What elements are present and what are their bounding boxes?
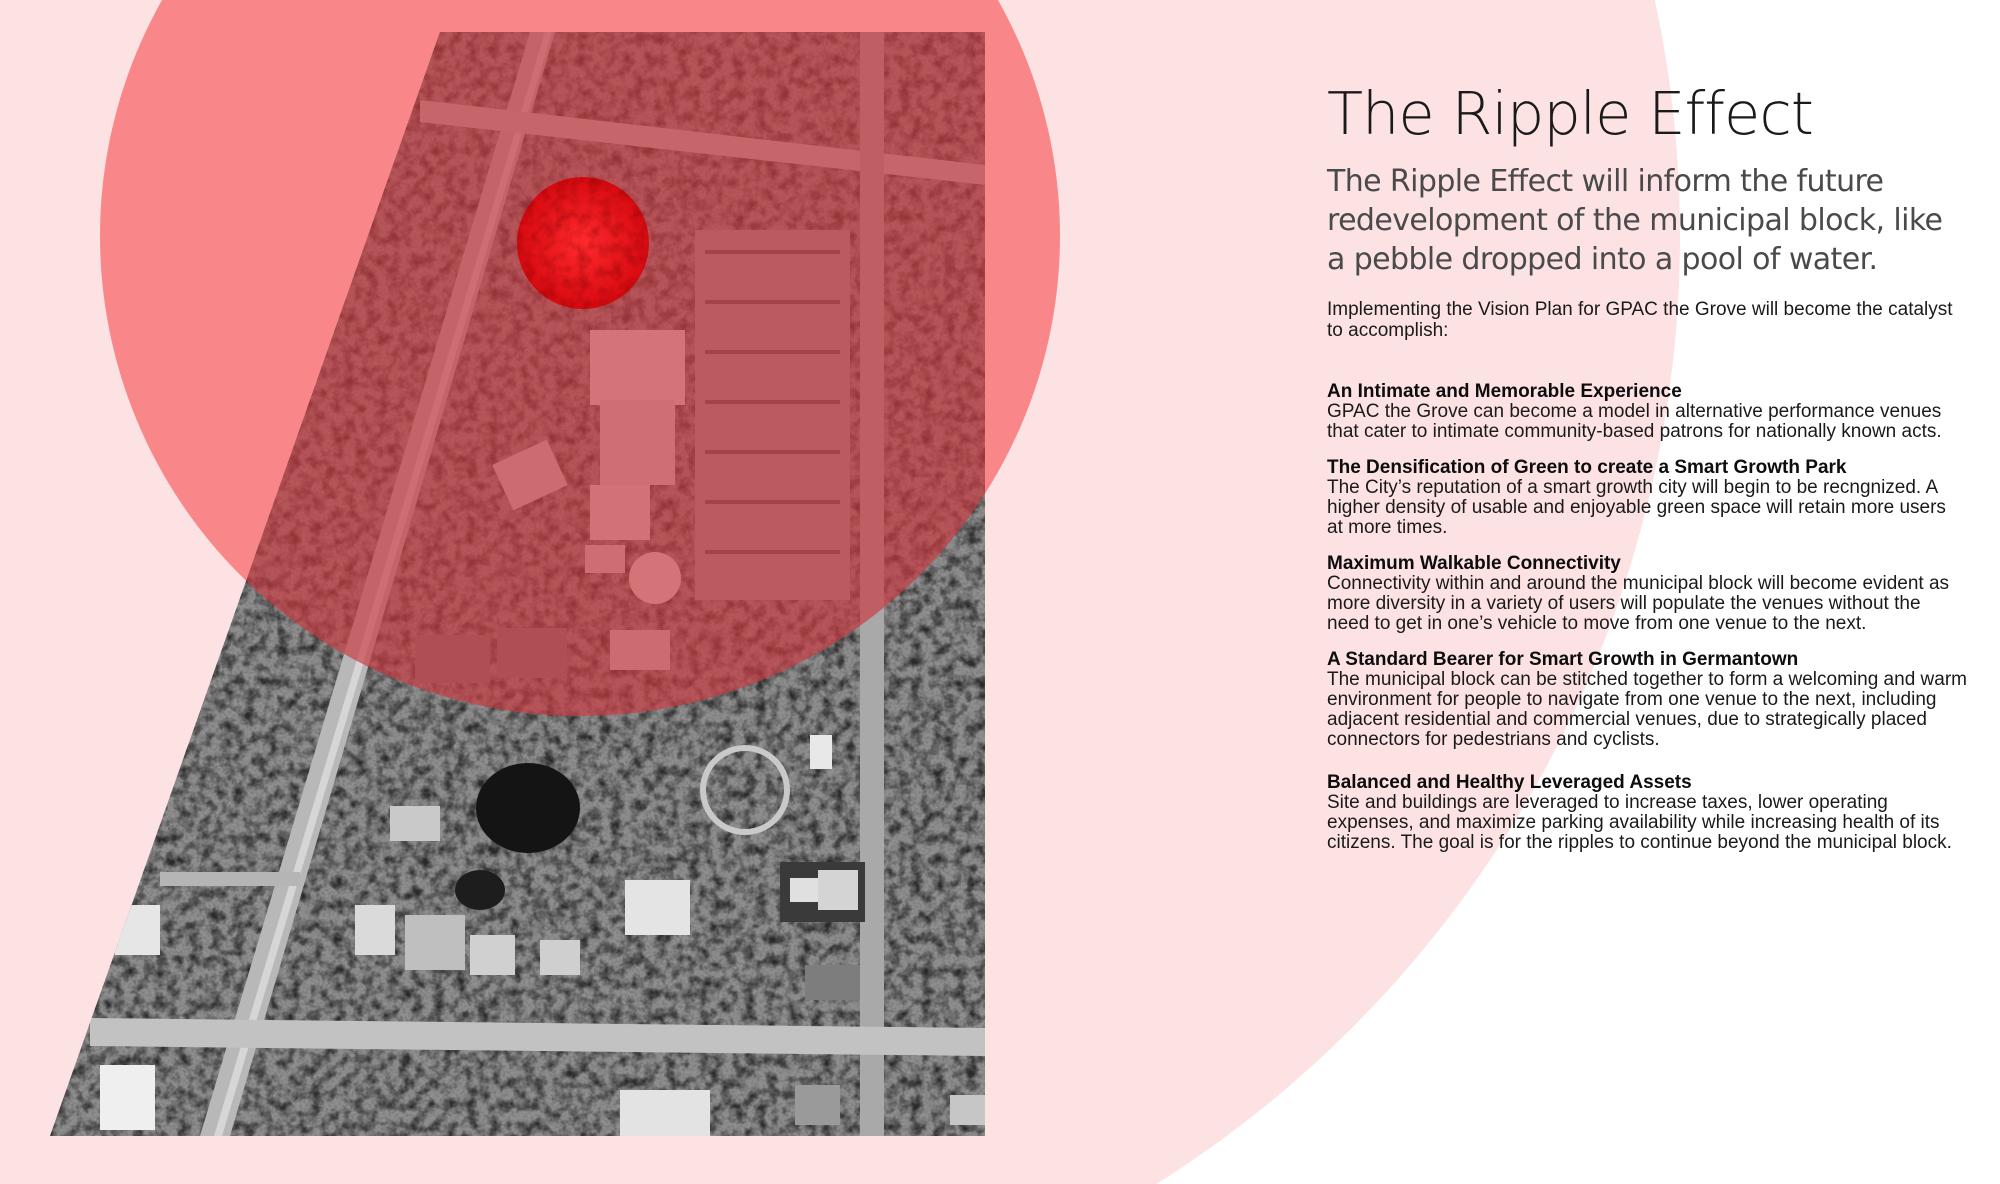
section-heading: An Intimate and Memorable Experience <box>1327 381 1682 402</box>
section-heading: The Densification of Green to create a Smart Growth Park <box>1327 457 1847 478</box>
section-heading: A Standard Bearer for Smart Growth in Germantown <box>1327 649 1799 670</box>
section-leveraged-assets <box>1327 772 1967 853</box>
section-densification-of-green <box>1327 457 1967 538</box>
section-heading: Balanced and Healthy Leveraged Assets <box>1327 772 1692 793</box>
section-body: The City’s reputation of a smart growth city will begin to be recngnized. A higher density of usable and enjoyable green space will retain more users at more times. <box>1327 477 1946 538</box>
section-standard-bearer <box>1327 649 1967 750</box>
section-walkable-connectivity <box>1327 553 1967 634</box>
section-heading: Maximum Walkable Connectivity <box>1327 553 1621 574</box>
section-body: The municipal block can be stitched together to form a welcoming and warm environment for people to navigate from one venue to the next, including adjacent residential and commercial venues, due to strategically placed connectors for pedestrians and cyclists. <box>1327 669 1967 750</box>
page-title: The Ripple Effect <box>1327 79 1813 148</box>
section-body: Site and buildings are leveraged to increase taxes, lower operating expenses, and maximize parking availability while increasing health of its citizens. The goal is for the ripples to continue beyond the municipal block. <box>1327 792 1952 853</box>
section-body: GPAC the Grove can become a model in alternative performance venues that cater to intimate community-based patrons for nationally known acts. <box>1327 401 1942 442</box>
page-subtitle: The Ripple Effect will inform the future redevelopment of the municipal block, like a pebble dropped into a pool of water. <box>1327 164 1943 277</box>
section-body: Connectivity within and around the municipal block will become evident as more diversity in a variety of users will populate the venues without the need to get in one’s vehicle to move from one venue to the next. <box>1327 573 1950 634</box>
section-intimate-experience <box>1327 381 1967 442</box>
text-panel <box>1327 78 1967 868</box>
intro-text: Implementing the Vision Plan for GPAC the Grove will become the catalyst to accomplish: <box>1327 299 1953 341</box>
